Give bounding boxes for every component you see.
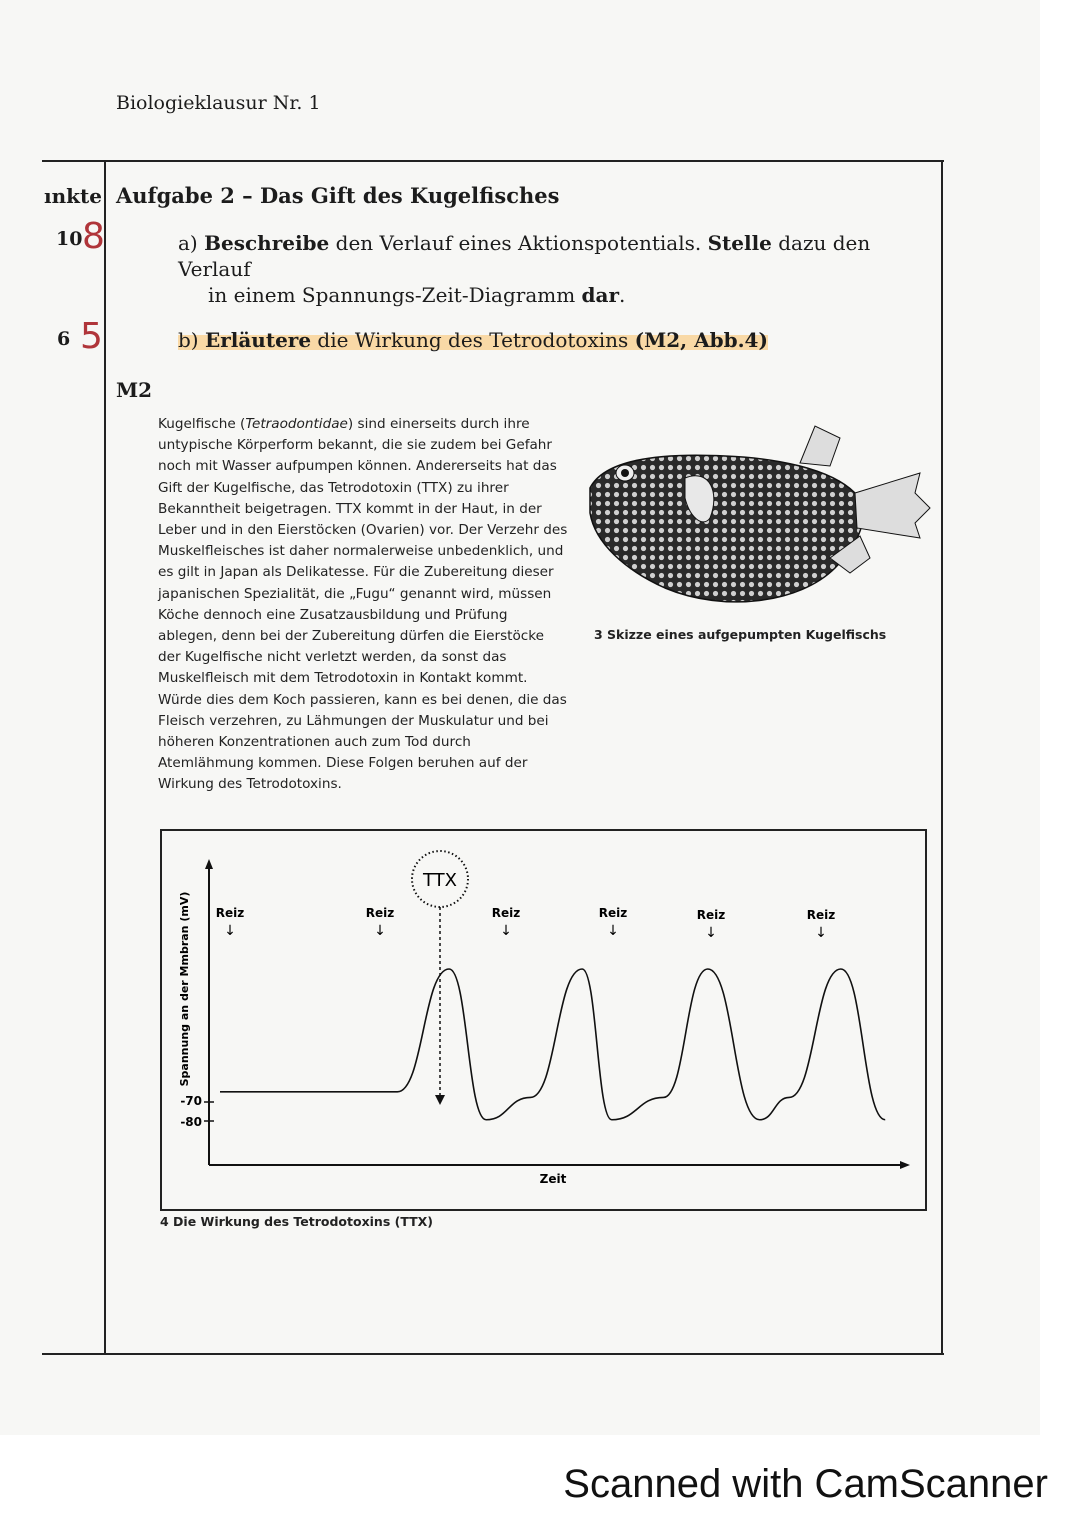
stimulus-arrow: ↓: [607, 923, 619, 939]
max-points-a: 10: [56, 228, 83, 250]
ttx-action-potential-chart: [160, 829, 927, 1211]
handwritten-score-a: 8: [82, 216, 105, 257]
operator-stelle: Stelle: [707, 231, 772, 255]
stimulus-label: Reiz: [491, 906, 521, 920]
m2-text-lead: Kugelfische (: [158, 416, 246, 432]
material-label: M2: [116, 378, 153, 402]
stimulus-label: Reiz: [215, 906, 245, 920]
operator-dar: dar: [581, 283, 620, 307]
figure-3-caption: 3 Skizze eines aufgepumpten Kugelfischs: [594, 627, 887, 642]
x-axis-label: Zeit: [539, 1172, 567, 1186]
y-tick-label: -70: [180, 1094, 202, 1108]
stimulus-arrow: ↓: [500, 923, 512, 939]
table-top-border: [42, 160, 944, 162]
handwritten-score-b: 5: [80, 316, 103, 357]
stimulus-label: Reiz: [598, 906, 628, 920]
points-column-label: ınkte: [44, 184, 102, 208]
stimulus-arrow: ↓: [374, 923, 386, 939]
table-right-border: [941, 160, 943, 1355]
figure-4-caption: 4 Die Wirkung des Tetrodotoxins (TTX): [160, 1214, 434, 1229]
camscanner-watermark: Scanned with CamScanner: [563, 1462, 1048, 1506]
stimulus-arrow: ↓: [224, 923, 236, 939]
stimulus-arrow: ↓: [705, 925, 717, 941]
task-a: [178, 230, 948, 308]
task-a-line2: in einem Spannungs-Zeit-Diagramm: [208, 283, 582, 307]
operator-erlaeutere: Erläutere: [204, 328, 312, 352]
exam-title: Biologieklausur Nr. 1: [116, 92, 321, 114]
stimulus-label: Reiz: [696, 908, 726, 922]
x-axis-arrow: [900, 1161, 910, 1169]
task-b: [178, 328, 768, 352]
stimulus-label: Reiz: [365, 906, 395, 920]
task-a-marker: a): [178, 231, 198, 255]
stimulus-label: Reiz: [806, 908, 836, 922]
ttx-label: TTX: [422, 870, 458, 891]
task-b-marker: b): [178, 328, 199, 352]
y-tick-label: -80: [180, 1115, 202, 1129]
m2-text-latin-name: Tetraodontidae: [245, 416, 348, 432]
margin-column-divider: [104, 160, 106, 1355]
ttx-arrowhead: [435, 1095, 445, 1105]
y-axis-arrow: [205, 859, 213, 869]
m2-text-rest: ) sind einerseits durch ihre untypische Körperform bekannt, die sie zudem bei Gefahr noch mit Wasser aufpumpen können. Andererseits hat das Gift der Kugelfische, das Tetrodotoxin (TTX) zu ihrer Bekanntheit beigetragen. TTX kommt in der Haut, in der Leber und in den Eierstöcken (Ovarien) vor. Der Verzehr des Muskelfleisches ist daher normalerweise unbedenklich, und es gilt in Japan als Delikatesse. Für die Zubereitung dieser japanischen Spezialität, die „Fugu“ genannt wird, müssen Köche dennoch eine Zusatzausbildung und Prüfung ablegen, denn bei der Zubereitung dürfen die Eierstöcke der Kugelfische nicht verletzt werden, da sonst das Muskelfleisch mit dem Tetrodotoxin in Kontakt kommt. Würde dies dem Koch passieren, kann es bei denen, die das Fleisch verzehren, zu Lähmungen der Muskulatur und bei höheren Konzentrationen auch zum Tod durch Atemlähmung kommen. Diese Folgen beruhen auf der Wirkung des Tetrodotoxins.: [158, 416, 568, 793]
task-title: Aufgabe 2 – Das Gift des Kugelfisches: [116, 183, 560, 208]
task-b-text: die Wirkung des Tetrodotoxins: [311, 328, 635, 352]
task-a-text: den Verlauf eines Aktionspotentials.: [329, 231, 708, 255]
y-axis-label: Spannung an der Mmbran (mV): [178, 891, 191, 1087]
membrane-potential-line: [220, 969, 885, 1120]
m2-body-text: [158, 414, 568, 796]
task-a-end: .: [619, 283, 626, 307]
max-points-b: 6: [57, 328, 71, 350]
task-b-reference: (M2, Abb.4): [634, 328, 768, 352]
pufferfish-illustration: [585, 418, 935, 618]
task-a-text-2: dazu den Verlauf: [178, 231, 871, 281]
table-bottom-border: [42, 1353, 944, 1355]
operator-beschreibe: Beschreibe: [204, 231, 330, 255]
stimulus-arrow: ↓: [815, 925, 827, 941]
